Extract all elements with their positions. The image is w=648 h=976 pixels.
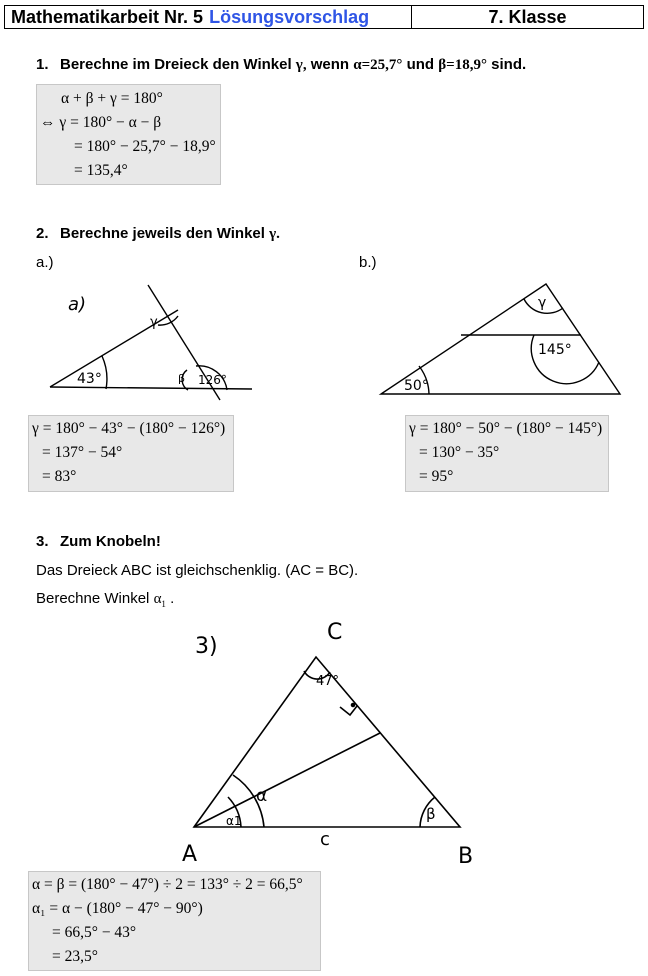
task2-part-a-label: a.) — [36, 254, 54, 271]
task2-heading — [36, 225, 280, 243]
task3-tag: 3) — [195, 634, 218, 659]
task2b-solution-box — [405, 415, 609, 492]
header-grade: 7. Klasse — [488, 7, 567, 27]
task2a-solution-line: γ = 180° − 43° − (180° − 126°) — [32, 420, 226, 437]
task2a-solution-box — [28, 415, 234, 492]
task3-vertex-a: A — [182, 842, 198, 867]
task1-alpha-value: α=25,7° — [353, 57, 403, 73]
task2a-sketch — [30, 280, 270, 405]
task1-solution-line: ⇔ γ = 180° − α − β — [40, 114, 162, 131]
task3-vertex-c: C — [327, 620, 343, 645]
task2b-sketch — [378, 282, 628, 397]
task1-und: und — [406, 56, 435, 73]
task3-angle-alpha: α — [256, 786, 268, 806]
task1-heading — [36, 56, 526, 74]
task3-line2-prefix: Berechne Winkel — [36, 590, 150, 607]
task2-part-b-label: b.) — [359, 254, 377, 271]
task3-side-c: c — [320, 829, 330, 850]
task2a-angle-outer: 126° — [198, 373, 227, 387]
task2b-solution-line: γ = 180° − 50° − (180° − 145°) — [409, 420, 603, 437]
task3-title: Zum Knobeln! — [60, 533, 161, 550]
task3-angle-alpha1: α1 — [226, 814, 242, 828]
task3-line2 — [36, 590, 174, 609]
task1-gamma: γ, — [295, 57, 307, 73]
task1-beta-value: β=18,9° — [438, 57, 487, 73]
task3-angle-beta: β — [426, 805, 436, 823]
task3-vertex-b: B — [458, 844, 474, 869]
task1-suffix: sind. — [491, 56, 527, 73]
task3-solution-box — [28, 871, 321, 971]
task2a-angle-gamma: γ — [150, 315, 158, 330]
task3-number: 3. — [36, 533, 49, 550]
task1-solution-line: = 180° − 25,7° − 18,9° — [74, 138, 216, 155]
task3-solution-line: α = β = (180° − 47°) ÷ 2 = 133° ÷ 2 = 66,5° — [32, 876, 303, 893]
task2b-solution-line: = 95° — [419, 468, 454, 485]
task3-solution-line: = 23,5° — [52, 948, 98, 965]
header-bar — [4, 5, 644, 29]
task2-number: 2. — [36, 225, 49, 242]
task2-prefix: Berechne jeweils den Winkel — [60, 225, 265, 242]
header-title: Mathematikarbeit Nr. 5 — [11, 7, 204, 27]
header-subtitle: Lösungsvorschlag — [209, 7, 370, 27]
task2a-solution-line: = 137° − 54° — [42, 444, 123, 461]
task1-mid: wenn — [310, 56, 350, 73]
task3-solution-line: α₁ = α − (180° − 47° − 90°) — [32, 900, 203, 917]
task2-gamma: γ. — [269, 226, 280, 242]
task2a-tag: a) — [68, 294, 87, 315]
task2b-angle-left: 50° — [404, 378, 429, 394]
task3-heading — [36, 533, 161, 550]
task1-solution-box — [36, 84, 221, 185]
task3-line2-symbol: α — [153, 591, 162, 607]
task2a-angle-beta: β — [178, 372, 186, 385]
task3-solution-line: = 66,5° − 43° — [52, 924, 137, 941]
task3-line2-suffix: . — [170, 590, 175, 607]
task3-angle-c: 47° — [316, 674, 340, 689]
task2a-angle-left: 43° — [77, 371, 102, 387]
task2b-angle-mid: 145° — [538, 342, 572, 358]
task3-sketch — [180, 615, 500, 870]
task2a-solution-line: = 83° — [42, 468, 77, 485]
task1-prefix: Berechne im Dreieck den Winkel — [60, 56, 292, 73]
task1-solution-line: = 135,4° — [74, 162, 128, 179]
task1-solution-line: α + β + γ = 180° — [61, 90, 163, 107]
task2b-solution-line: = 130° − 35° — [419, 444, 500, 461]
header-title-cell — [5, 6, 412, 28]
task3-line1: Das Dreieck ABC ist gleichschenklig. (AC = BC). — [36, 562, 359, 579]
task1-number: 1. — [36, 56, 49, 73]
task3-line2-sub: 1 — [161, 599, 166, 609]
task2b-angle-gamma: γ — [538, 295, 547, 311]
